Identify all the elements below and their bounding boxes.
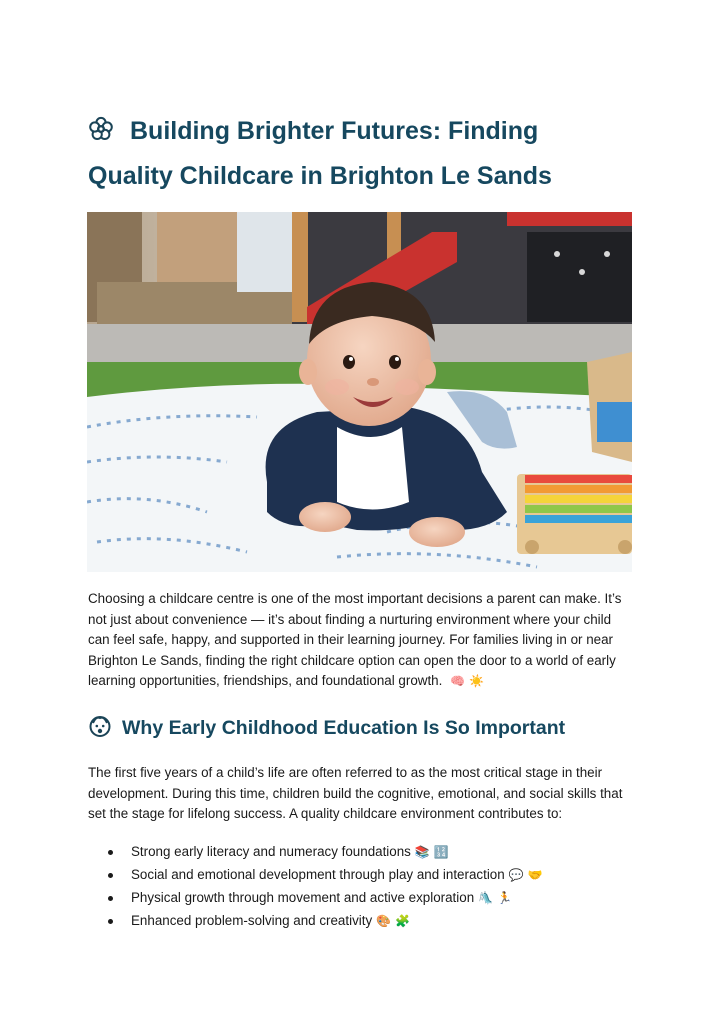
list-item xyxy=(108,841,628,864)
puzzle-emoji-icon: 🧩 xyxy=(395,914,411,928)
handshake-emoji-icon: 🤝 xyxy=(527,868,543,882)
books-emoji-icon: 📚 xyxy=(414,845,430,859)
list-item-text: Enhanced problem-solving and creativity xyxy=(131,913,373,928)
intro-paragraph xyxy=(88,589,636,692)
smiling-baby-on-play-mat-photo xyxy=(87,212,632,572)
list-item-text: Strong early literacy and numeracy foundations xyxy=(131,844,411,859)
slide-emoji-icon: 🛝 xyxy=(478,891,494,905)
intro-paragraph-text: Choosing a childcare centre is one of the most important decisions a parent can make. It’s not just about convenience — it’s about finding a nurturing environment where your child can feel safe, happy, and supported in their learning journey. For families living in or near Brighton Le Sands, finding the right childcare option can open the door to a world of early learning opportunities, friendships, and foundational growth. xyxy=(88,591,622,688)
speech-bubble-emoji-icon: 💬 xyxy=(508,868,524,882)
section-heading-text: Why Early Childhood Education Is So Important xyxy=(122,717,566,739)
section-paragraph: The first five years of a child’s life are often referred to as the most critical stage in their development. During this time, children build the cognitive, emotional, and social skills that set the stage for lifelong success. A quality childcare environment contributes to: xyxy=(88,765,623,821)
baby-face-icon xyxy=(88,714,112,747)
flower-icon xyxy=(88,113,116,155)
list-item xyxy=(108,887,628,910)
bullet-icon xyxy=(108,896,113,901)
bullet-icon xyxy=(108,850,113,855)
section-heading xyxy=(88,713,648,747)
article-title-line-1: Building Brighter Futures: Finding xyxy=(130,117,539,145)
sun-emoji-icon: ☀️ xyxy=(469,674,484,688)
list-item-text: Social and emotional development through play and interaction xyxy=(131,867,505,882)
brain-emoji-icon: 🧠 xyxy=(450,674,466,688)
article-title xyxy=(88,110,648,197)
numbers-emoji-icon: 🔢 xyxy=(433,845,449,859)
article-title-line-2: Quality Childcare in Brighton Le Sands xyxy=(88,162,552,190)
running-person-emoji-icon: 🏃 xyxy=(497,891,513,905)
benefits-list xyxy=(108,841,628,933)
list-item-text: Physical growth through movement and active exploration xyxy=(131,890,475,905)
list-item xyxy=(108,910,628,933)
palette-emoji-icon: 🎨 xyxy=(376,914,392,928)
bullet-icon xyxy=(108,873,113,878)
list-item xyxy=(108,864,628,887)
bullet-icon xyxy=(108,919,113,924)
